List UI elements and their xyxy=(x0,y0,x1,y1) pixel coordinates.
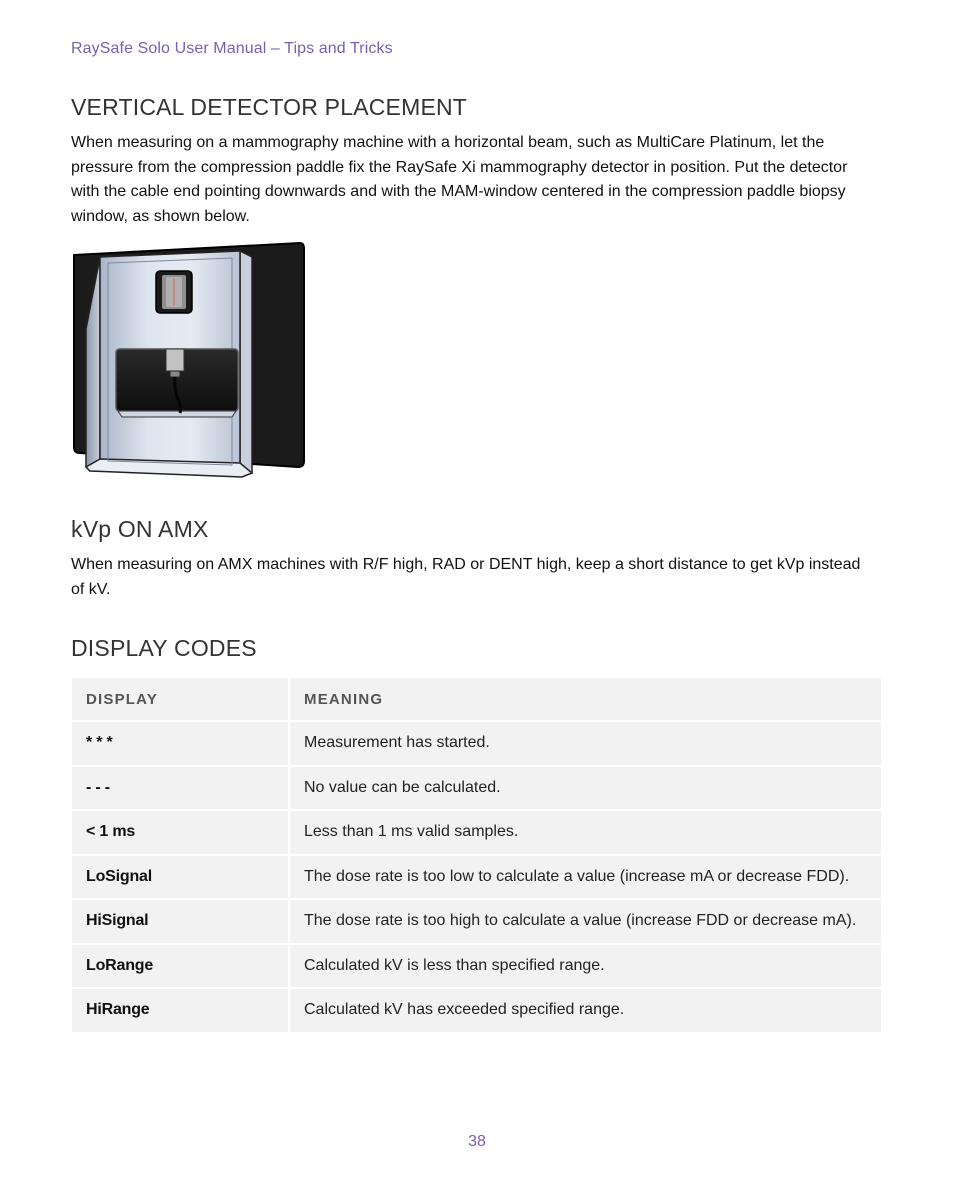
running-header: RaySafe Solo User Manual – Tips and Tricks xyxy=(71,40,393,57)
section-title-display-codes: DISPLAY CODES xyxy=(71,635,257,661)
display-meaning: Less than 1 ms valid samples. xyxy=(290,811,881,856)
paragraph-vertical-detector-placement: When measuring on a mammography machine with a horizontal beam, such as MultiCare Platinum, let the pressure from the compression paddle fix the RaySafe Xi mammography detector in position. Put the detector with the cable end pointing downwards and with the MAM-window centered in the compression paddle biopsy window, as shown below. xyxy=(71,134,848,225)
column-header-meaning: MEANING xyxy=(290,678,881,722)
display-code: HiRange xyxy=(72,989,290,1034)
section-title-kvp-on-amx: kVp ON AMX xyxy=(71,516,209,542)
display-codes-table xyxy=(72,678,881,1034)
display-code: LoRange xyxy=(72,945,290,990)
display-meaning: The dose rate is too high to calculate a value (increase FDD or decrease mA). xyxy=(290,900,881,945)
display-meaning: Calculated kV is less than specified range. xyxy=(290,945,881,990)
display-code: - - - xyxy=(72,767,290,812)
table-row xyxy=(72,767,881,812)
display-meaning: The dose rate is too low to calculate a value (increase mA or decrease FDD). xyxy=(290,856,881,901)
section-title-vertical-detector-placement: VERTICAL DETECTOR PLACEMENT xyxy=(71,94,468,120)
display-meaning: Measurement has started. xyxy=(290,722,881,767)
table-header-row xyxy=(72,678,881,722)
detector-in-compression-paddle-illustration xyxy=(70,241,306,479)
display-meaning: Calculated kV has exceeded specified range. xyxy=(290,989,881,1034)
display-code: LoSignal xyxy=(72,856,290,901)
table-row xyxy=(72,945,881,990)
paragraph-kvp-on-amx: When measuring on AMX machines with R/F high, RAD or DENT high, keep a short distance to get kVp instead of kV. xyxy=(71,556,861,598)
display-code: HiSignal xyxy=(72,900,290,945)
table-row xyxy=(72,811,881,856)
table-row xyxy=(72,989,881,1034)
table-row xyxy=(72,722,881,767)
column-header-display: DISPLAY xyxy=(72,678,290,722)
display-code: * * * xyxy=(72,722,290,767)
page-number: 38 xyxy=(468,1133,486,1150)
table-row xyxy=(72,856,881,901)
display-meaning: No value can be calculated. xyxy=(290,767,881,812)
display-code: < 1 ms xyxy=(72,811,290,856)
table-row xyxy=(72,900,881,945)
